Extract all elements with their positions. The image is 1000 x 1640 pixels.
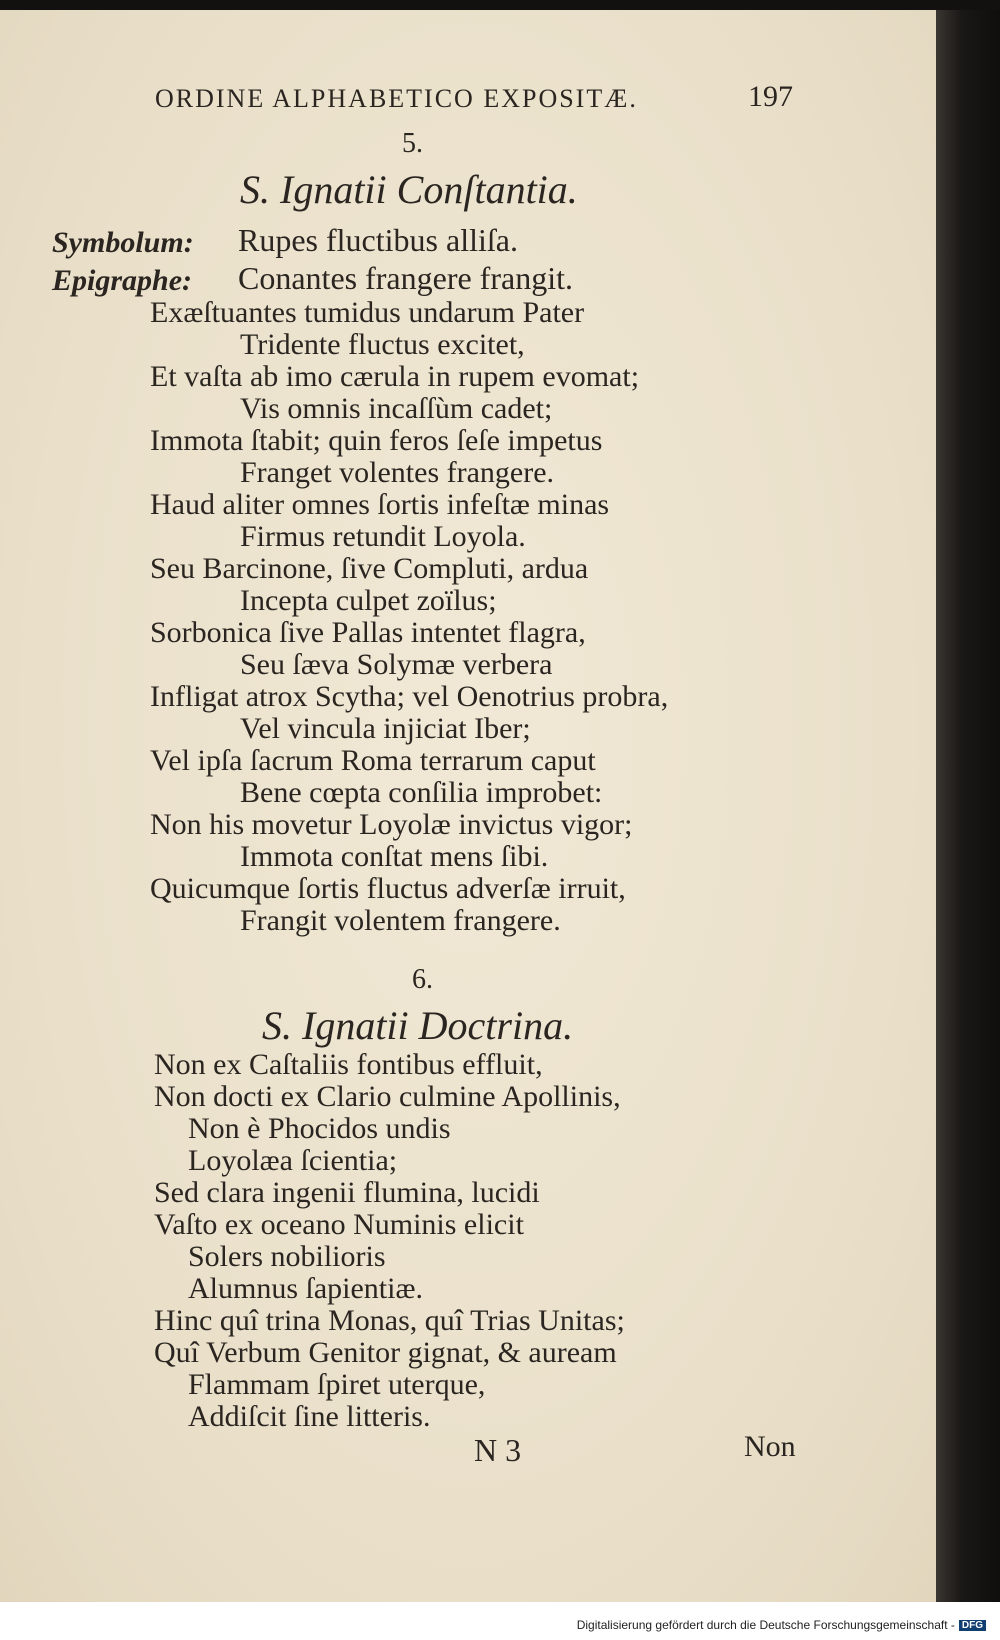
verse-line: Vel vincula injiciat Iber;	[240, 712, 531, 745]
verse-line: Addiſcit ſine litteris.	[188, 1400, 431, 1433]
section-6-number: 6.	[412, 964, 433, 995]
verse-line: Sorbonica ſive Pallas intentet flagra,	[150, 616, 586, 649]
signature-mark: N 3	[474, 1432, 522, 1468]
section-5-title: S. Ignatii Conſtantia.	[240, 167, 578, 212]
verse-line: Et vaſta ab imo cærula in rupem evomat;	[150, 360, 640, 393]
verse-line: Non è Phocidos undis	[188, 1112, 451, 1145]
verse-line: Sed clara ingenii flumina, lucidi	[154, 1176, 540, 1209]
verse-line: Loyolæa ſcientia;	[188, 1144, 398, 1177]
verse-line: Frangit volentem frangere.	[240, 904, 561, 937]
page-edge-shadow	[936, 10, 1000, 1602]
section-6-title: S. Ignatii Doctrina.	[262, 1003, 574, 1048]
verse-line: Seu Barcinone, ſive Compluti, ardua	[150, 552, 589, 585]
verse-line: Seu ſæva Solymæ verbera	[240, 648, 553, 681]
verse-line: Vel ipſa ſacrum Roma terrarum caput	[150, 744, 596, 777]
verse-line: Non his movetur Loyolæ invictus vigor;	[150, 808, 633, 841]
epigraphe-text: Conantes frangere frangit.	[238, 260, 573, 296]
verse-line: Vaſto ex oceano Numinis elicit	[154, 1208, 524, 1241]
section-5-number: 5.	[402, 128, 423, 159]
verse-line: Non docti ex Clario culmine Apollinis,	[154, 1080, 621, 1113]
verse-line: Franget volentes frangere.	[240, 456, 555, 489]
verse-line: Haud aliter omnes ſortis infeſtæ minas	[150, 488, 610, 521]
symbolum-label: Symbolum:	[52, 226, 194, 259]
credit-bar	[0, 1602, 1000, 1640]
verse-line: Immota ſtabit; quin feros ſeſe impetus	[150, 424, 603, 457]
verse-line: Quî Verbum Genitor gignat, & auream	[154, 1336, 617, 1369]
symbolum-text: Rupes fluctibus alliſa.	[238, 222, 518, 258]
verse-line: Alumnus ſapientiæ.	[188, 1272, 423, 1305]
page-number: 197	[748, 80, 793, 113]
verse-line: Infligat atrox Scytha; vel Oenotrius probra,	[150, 680, 669, 713]
verse-line: Tridente fluctus excitet,	[240, 328, 525, 361]
credit-line	[577, 1618, 986, 1632]
verse-line: Hinc quî trina Monas, quî Trias Unitas;	[154, 1304, 625, 1337]
dfg-logo[interactable]: DFG	[959, 1620, 986, 1631]
verse-line: Quicumque ſortis fluctus adverſæ irruit,	[150, 872, 626, 905]
verse-line: Flammam ſpiret uterque,	[188, 1368, 486, 1401]
verse-line: Vis omnis incaſſùm cadet;	[240, 392, 553, 425]
credit-text: Digitalisierung gefördert durch die Deutsche Forschungsgemeinschaft -	[576, 1618, 955, 1632]
verse-line: Incepta culpet zoïlus;	[240, 584, 497, 617]
catchword: Non	[744, 1430, 796, 1463]
verse-line: Non ex Caſtaliis fontibus effluit,	[154, 1048, 543, 1081]
verse-line: Firmus retundit Loyola.	[240, 520, 526, 553]
running-head: ORDINE ALPHABETICO EXPOSITÆ.	[155, 84, 638, 113]
epigraphe-label: Epigraphe:	[52, 264, 193, 297]
verse-line: Solers nobilioris	[188, 1240, 386, 1273]
verse-line: Exæſtuantes tumidus undarum Pater	[150, 296, 585, 329]
verse-line: Bene cœpta conſilia improbet:	[240, 776, 603, 809]
verse-line: Immota conſtat mens ſibi.	[240, 840, 549, 873]
